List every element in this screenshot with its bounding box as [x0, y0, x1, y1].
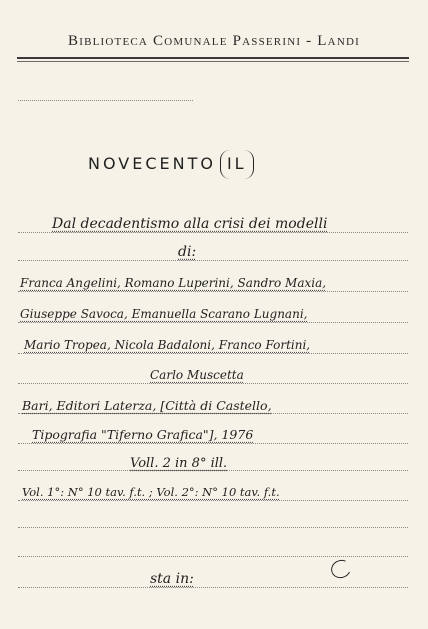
authors-line-3: Mario Tropea, Nicola Badaloni, Franco Fortini,: [24, 338, 311, 352]
authors-line-1: Franca Angelini, Romano Luperini, Sandro Maxia,: [20, 276, 327, 290]
ruling-line: [18, 556, 408, 557]
ruling-line: [18, 291, 408, 292]
ruling-line: [18, 527, 408, 528]
ruling-line: [18, 353, 408, 354]
location-mark-icon: [329, 557, 354, 581]
authors-line-4: Carlo Muscetta: [150, 368, 244, 382]
ruling-line: [18, 587, 408, 588]
subtitle-line: Dal decadentismo alla crisi dei modelli: [52, 216, 328, 232]
ruling-line: [18, 383, 408, 384]
title-article: IL: [220, 150, 254, 179]
location-label: sta in:: [150, 571, 194, 587]
publisher-line: Bari, Editori Laterza, [Città di Castello,: [22, 398, 272, 413]
ruling-line: [18, 232, 408, 233]
title-text: NOVECENTO: [88, 154, 216, 173]
library-header: Biblioteca Comunale Passerini - Landi: [68, 33, 360, 49]
header-rule-thick: [17, 57, 409, 59]
authors-line-2: Giuseppe Savoca, Emanuella Scarano Lugnani,: [20, 307, 308, 321]
ruling-line: [18, 260, 408, 261]
plates-line: Vol. 1°: N° 10 tav. f.t. ; Vol. 2°: N° 10 tav. f.t.: [22, 485, 280, 499]
ruling-line: [18, 443, 408, 444]
by-line: di:: [178, 244, 197, 260]
header-rule-thin: [17, 61, 409, 62]
ruling-line: [18, 322, 408, 323]
ruling-line: [18, 100, 193, 101]
volumes-line: Voll. 2 in 8° ill.: [130, 456, 228, 471]
ruling-line: [18, 413, 408, 414]
ruling-line: [18, 500, 408, 501]
card-title: [88, 150, 254, 179]
printer-line: Tipografia "Tiferno Grafica"], 1976: [32, 427, 254, 442]
